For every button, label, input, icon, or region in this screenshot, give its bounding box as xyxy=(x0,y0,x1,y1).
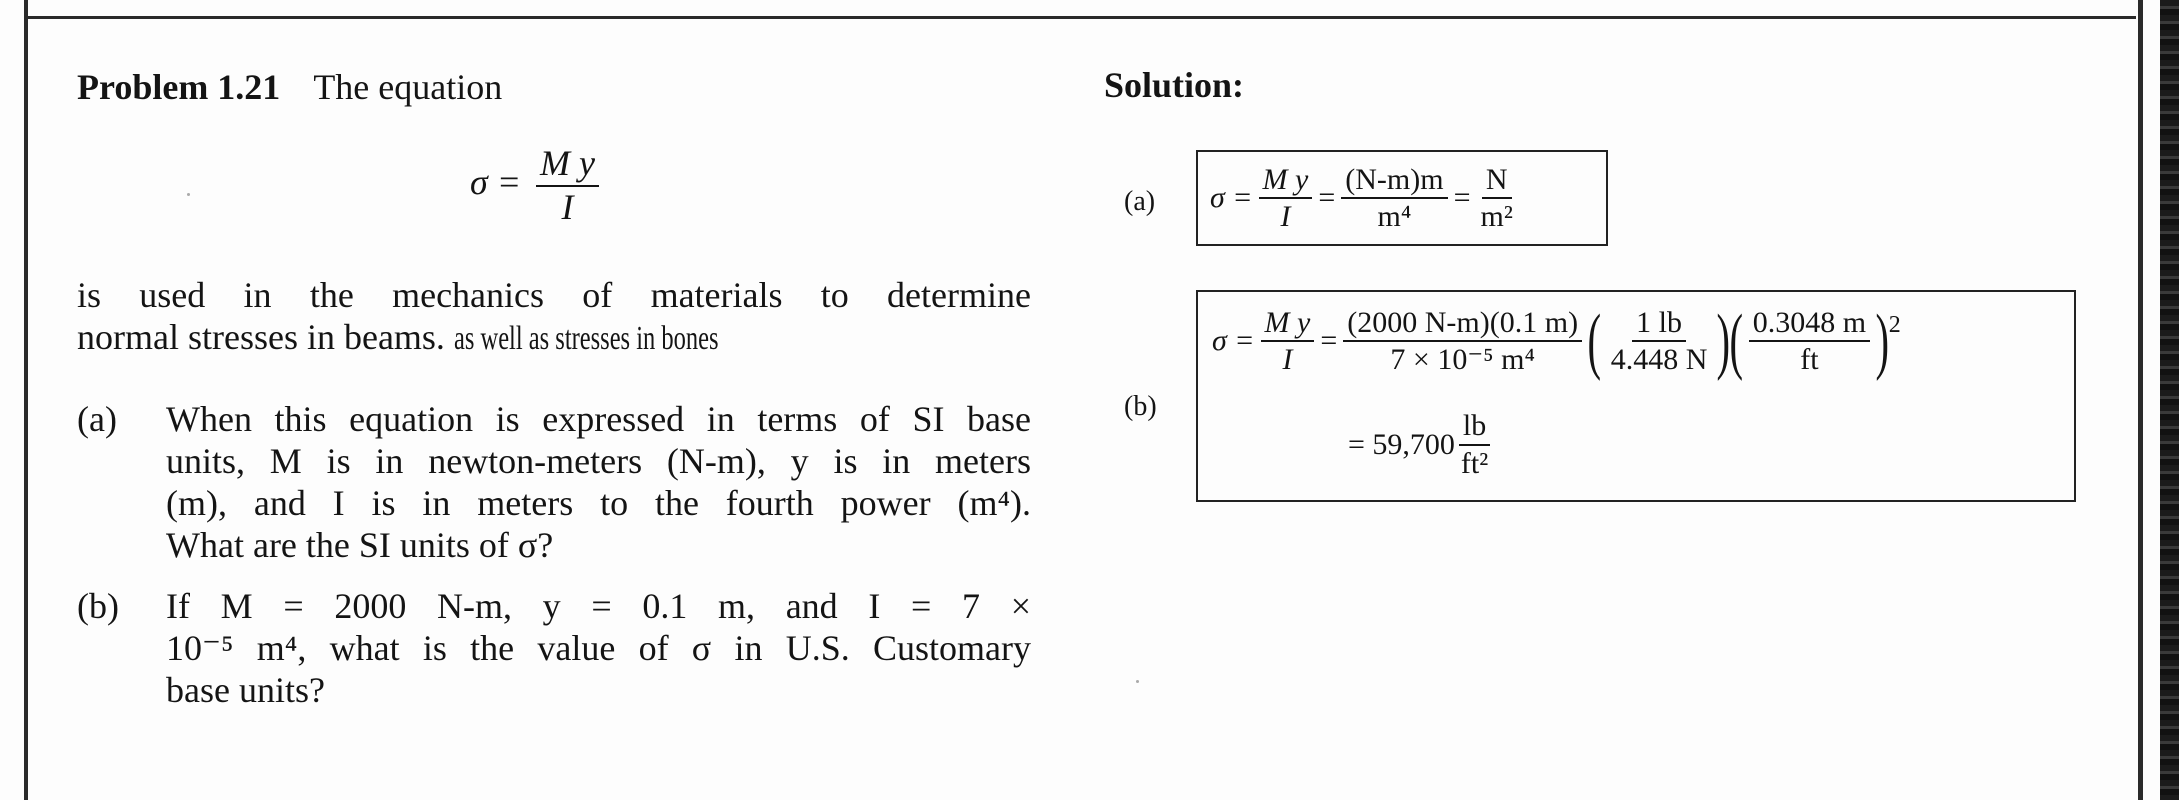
frame-top-border xyxy=(26,16,2136,19)
part-b-question xyxy=(77,585,1031,711)
sol-a-f2-den: m⁴ xyxy=(1377,200,1412,233)
sol-a-eq-1: = xyxy=(1318,181,1336,214)
sol-a-f3-num: N xyxy=(1482,164,1512,200)
sol-a-f1-num: M y xyxy=(1259,164,1313,200)
sol-b-fraction-3 xyxy=(1607,307,1712,376)
sol-a-f3-den: m² xyxy=(1480,200,1513,233)
sol-b-line-1 xyxy=(1212,300,1901,382)
sol-a-f1-den: I xyxy=(1280,200,1291,233)
frame-left-border xyxy=(24,0,28,800)
sol-b-lhs: σ = xyxy=(1212,324,1255,357)
description-line xyxy=(77,316,1031,360)
scan-speck xyxy=(1136,680,1139,683)
sol-b-f1-num: M y xyxy=(1261,307,1315,343)
sol-b-f4-num: 0.3048 m xyxy=(1749,307,1870,343)
problem-heading: Problem 1.21 xyxy=(77,67,281,107)
paren-close: ) xyxy=(1875,300,1890,382)
part-a-line: What are the SI units of σ? xyxy=(166,525,554,565)
part-a-line: When this equation is expressed in terms of SI base xyxy=(166,399,1031,439)
equation-numerator: M y xyxy=(536,145,599,187)
sol-b-unit-num: lb xyxy=(1459,410,1490,446)
sol-b-f3-den: 4.448 N xyxy=(1610,343,1708,376)
sol-b-f2-den: 7 × 10⁻⁵ m⁴ xyxy=(1390,343,1535,376)
sol-b-unit-den: ft² xyxy=(1460,446,1489,480)
sol-b-f1-den: I xyxy=(1282,343,1293,376)
problem-description xyxy=(77,274,1031,360)
sol-a-f2-num: (N-m)m xyxy=(1341,164,1447,200)
part-b-body xyxy=(166,585,1031,711)
equation-lhs: σ = xyxy=(470,162,522,203)
part-b-line: If M = 2000 N-m, y = 0.1 m, and I = 7 × xyxy=(166,586,1031,626)
equation-fraction xyxy=(536,145,599,227)
sol-b-fraction-1 xyxy=(1261,307,1315,376)
sol-b-f4-den: ft xyxy=(1800,343,1819,376)
description-line: is used in the mechanics of materials to determine xyxy=(77,275,1031,315)
part-b-line: 10⁻⁵ m⁴, what is the value of σ in U.S. Customary xyxy=(166,628,1031,668)
sol-b-unit-fraction xyxy=(1457,410,1492,479)
part-a-body xyxy=(166,398,1031,566)
part-a-label: (a) xyxy=(77,399,117,439)
sol-a-fraction-2 xyxy=(1341,164,1447,233)
equation-denominator: I xyxy=(561,186,574,227)
paren-open: ( xyxy=(1587,300,1602,382)
part-b-label: (b) xyxy=(77,586,119,626)
solution-heading: Solution: xyxy=(1104,65,1245,105)
scan-edge xyxy=(2160,0,2179,800)
solution-a-label: (a) xyxy=(1124,186,1156,217)
sol-b-eq: = xyxy=(1320,324,1338,357)
solution-a-box xyxy=(1196,150,1608,246)
part-a-question xyxy=(77,398,1031,566)
description-handwritten-addition: as well as stresses in bones xyxy=(453,320,719,357)
sol-b-line-2 xyxy=(1348,410,1498,479)
solution-b-label: (b) xyxy=(1124,391,1157,422)
sol-b-fraction-4 xyxy=(1749,307,1870,376)
sol-b-exponent: 2 xyxy=(1888,312,1901,338)
description-text: normal stresses in beams. xyxy=(77,317,445,357)
sol-a-lhs: σ = xyxy=(1210,181,1253,214)
frame-right-border xyxy=(2138,0,2143,800)
part-b-line: base units? xyxy=(166,670,325,710)
part-a-line: units, M is in newton-meters (N-m), y is in meters xyxy=(166,441,1031,481)
sol-a-eq-2: = xyxy=(1453,181,1471,214)
sol-b-f3-num: 1 lb xyxy=(1632,307,1686,343)
paren-open: ( xyxy=(1729,300,1744,382)
sol-a-fraction-3 xyxy=(1477,164,1517,233)
problem-header xyxy=(77,66,502,108)
solution-b-box xyxy=(1196,290,2076,502)
sol-b-f2-num: (2000 N-m)(0.1 m) xyxy=(1343,307,1582,343)
sol-a-fraction-1 xyxy=(1259,164,1313,233)
main-equation xyxy=(470,145,605,227)
paren-close: ) xyxy=(1716,300,1731,382)
sol-b-result: = 59,700 xyxy=(1348,427,1455,461)
part-a-line: (m), and I is in meters to the fourth power (m⁴). xyxy=(166,483,1031,523)
scan-speck xyxy=(187,193,190,196)
problem-intro: The equation xyxy=(313,67,503,107)
sol-b-fraction-2 xyxy=(1343,307,1582,376)
